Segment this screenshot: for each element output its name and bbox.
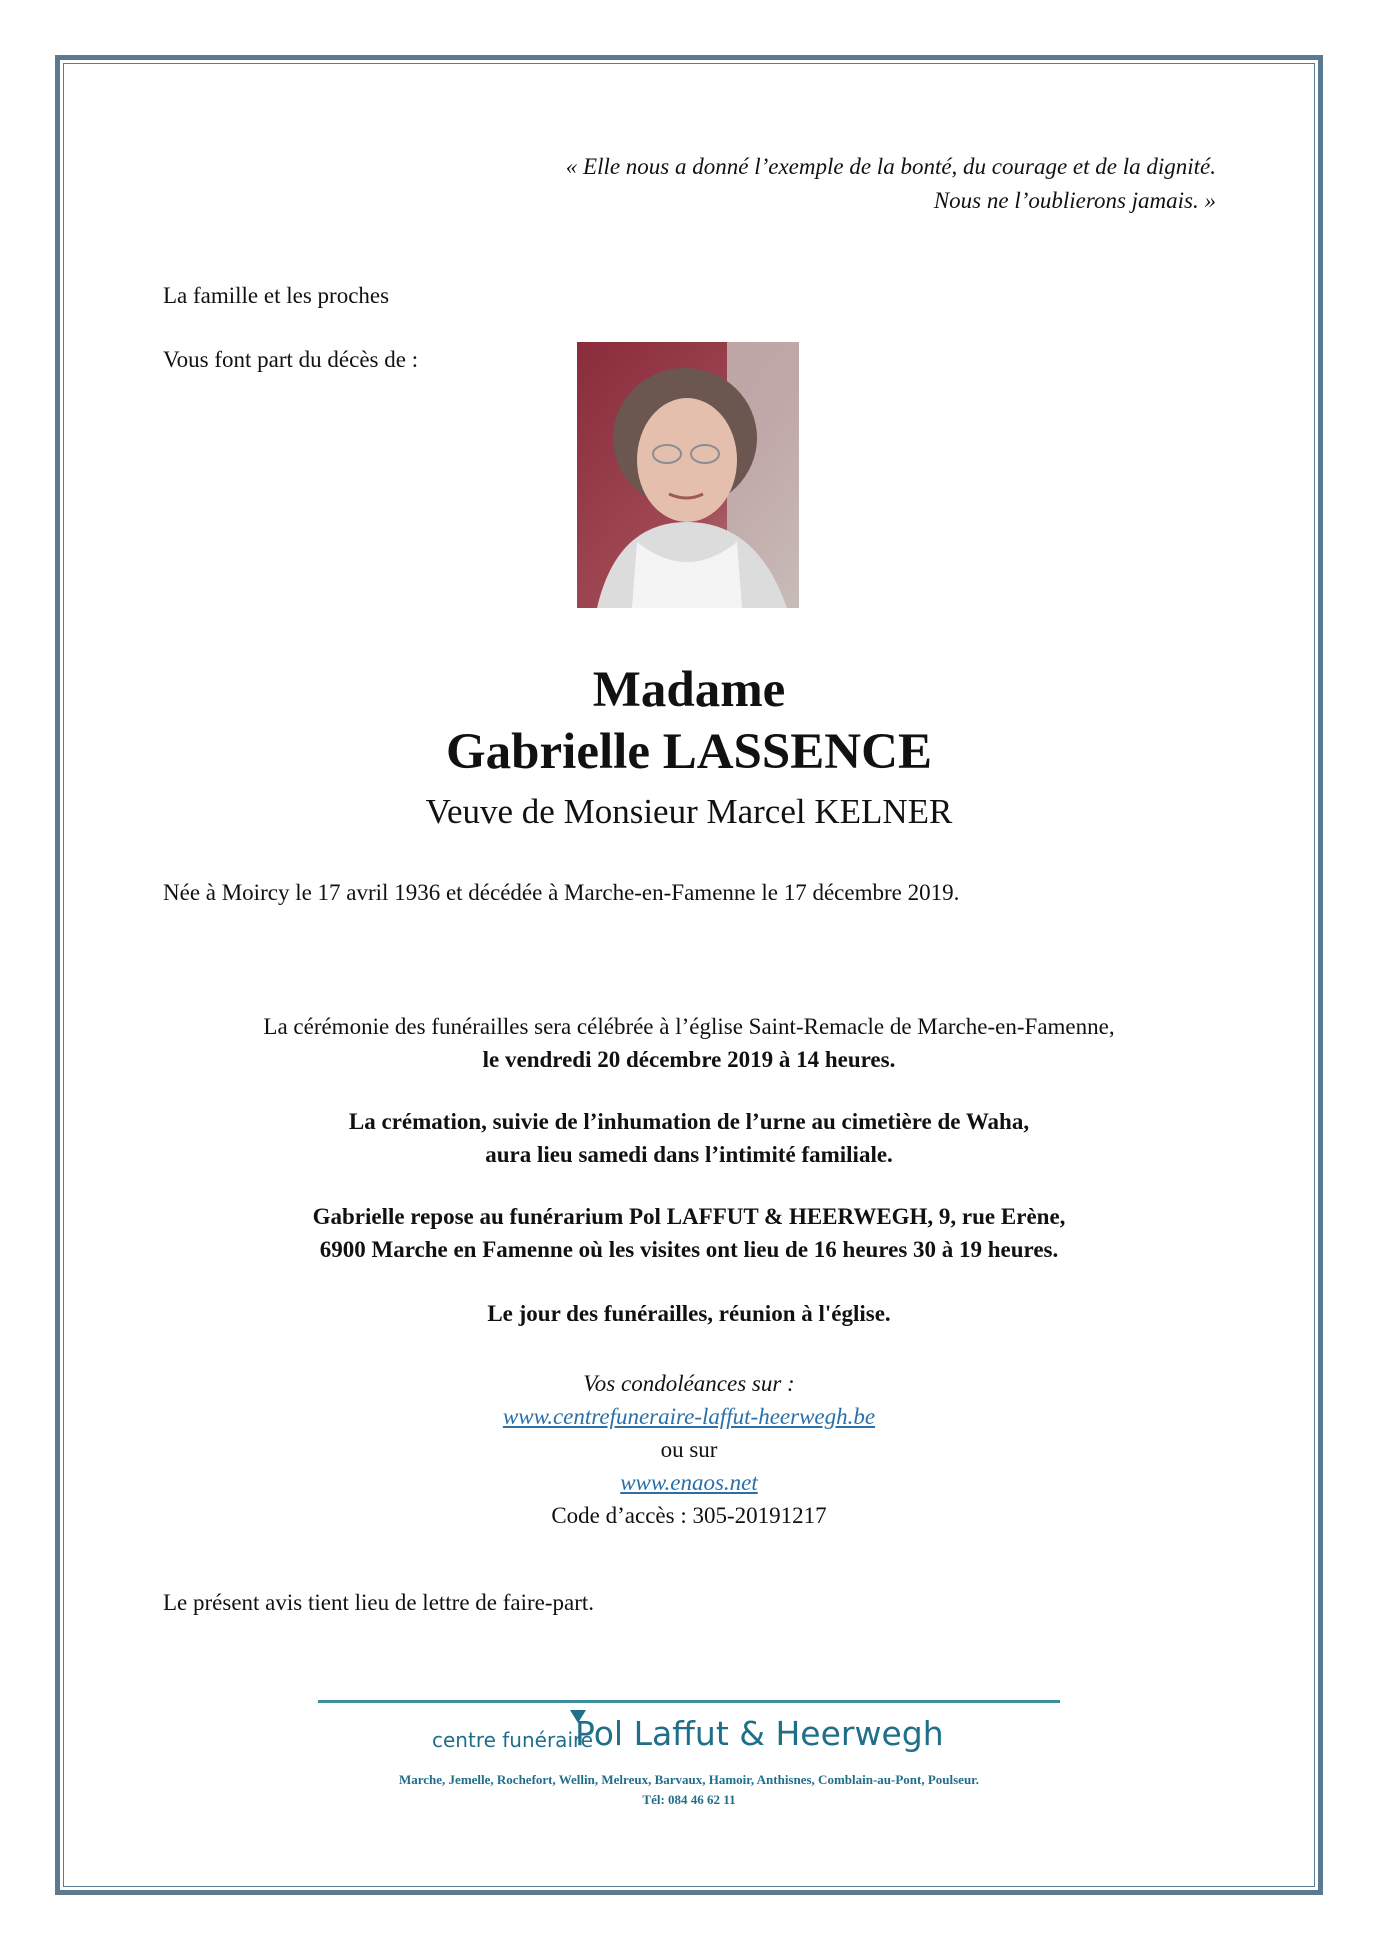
notice-text: Le présent avis tient lieu de lettre de faire-part. [163,1590,595,1615]
reunion-info: Le jour des funérailles, réunion à l'église. [487,1301,891,1326]
repose-line-2: 6900 Marche en Famenne où les visites ont lieu de 16 heures 30 à 19 heures. [319,1237,1059,1262]
condolences-link-centrefuneraire[interactable]: www.centrefuneraire-laffut-heerwegh.be [502,1404,876,1429]
footer-divider [318,1700,1060,1703]
condolences-block [0,1367,1378,1532]
deceased-name: Gabrielle LASSENCE [446,724,932,780]
cremation-line-1: La crémation, suivie de l’inhumation de l’urne au cimetière de Waha, [348,1109,1030,1134]
intro-announce: Vous font part du décès de : [163,347,419,372]
portrait-image [577,342,799,608]
cremation-line-2: aura lieu samedi dans l’intimité familiale. [485,1142,893,1167]
quote-line-1: « Elle nous a donné l’exemple de la bonté, du courage et de la dignité. [565,154,1216,179]
cremation-block [0,1105,1378,1171]
quote-line-2: Nous ne l’oublierons jamais. » [933,188,1216,213]
ceremony-block [0,1010,1378,1076]
access-code: Code d’accès : 305-20191217 [551,1503,827,1528]
birth-death-info: Née à Moircy le 17 avril 1936 et décédée à Marche-en-Famenne le 17 décembre 2019. [163,880,960,905]
funeral-home-logo [0,1708,1378,1758]
ceremony-line-1: La cérémonie des funérailles sera célébrée à l’église Saint-Remacle de Marche-en-Famenne, [263,1014,1115,1039]
ceremony-line-2: le vendredi 20 décembre 2019 à 14 heures. [482,1047,896,1072]
footer-towns: Marche, Jemelle, Rochefort, Wellin, Melreux, Barvaux, Hamoir, Anthisnes, Comblain-au-Pont, Poulseur. [398,1772,980,1787]
deceased-widow: Veuve de Monsieur Marcel KELNER [425,792,953,831]
intro-family: La famille et les proches [163,283,390,308]
condolences-link-enaos[interactable]: www.enaos.net [620,1470,758,1495]
epitaph-quote [566,150,1216,218]
deceased-title: Madame [592,662,786,718]
portrait-photo [577,342,799,608]
repose-line-1: Gabrielle repose au funérarium Pol LAFFUT & HEERWEGH, 9, rue Erène, [312,1204,1066,1229]
condolences-label: Vos condoléances sur : [583,1371,795,1396]
footer-phone: Tél: 084 46 62 11 [642,1792,736,1807]
condolences-or: ou sur [660,1437,718,1462]
logo-brand-small: centre funéraire [432,1728,594,1752]
repose-block [0,1200,1378,1266]
logo-brand-big: Pol Laffut & Heerwegh [575,1714,944,1753]
